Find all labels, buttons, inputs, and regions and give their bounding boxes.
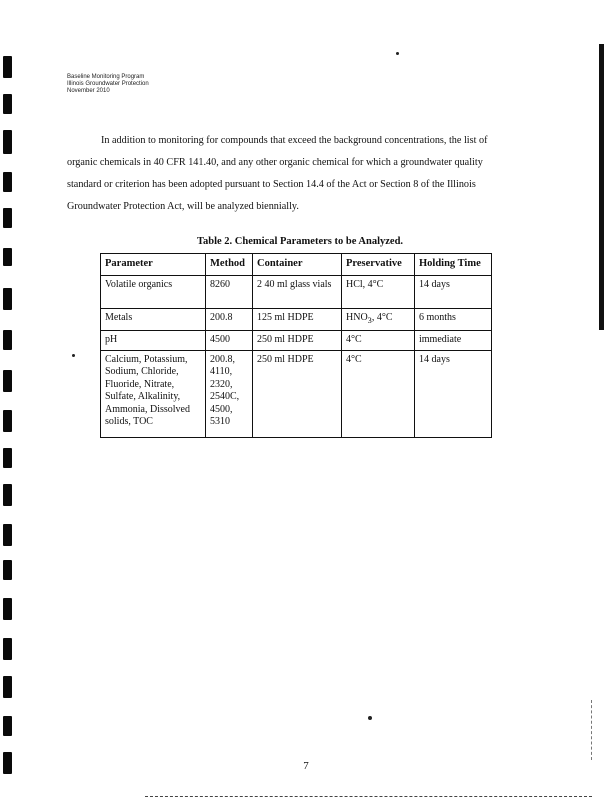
header-parameter: Parameter bbox=[101, 254, 206, 276]
binder-mark bbox=[3, 716, 12, 736]
preservative-subscript: 3 bbox=[367, 315, 372, 325]
footer-rule bbox=[145, 796, 592, 797]
cell-preservative: 4°C bbox=[342, 331, 415, 351]
header-line: Baseline Monitoring Program bbox=[67, 74, 145, 80]
preservative-main: HNO bbox=[346, 311, 368, 323]
cell-preservative bbox=[342, 308, 415, 331]
table-row bbox=[101, 308, 492, 331]
binder-mark bbox=[3, 410, 12, 432]
binder-mark bbox=[3, 248, 12, 266]
binder-mark bbox=[3, 598, 12, 620]
cell-parameter: Calcium, Potassium, Sodium, Chloride, Fluoride, Nitrate, Sulfate, Alkalinity, Ammonia, Dissolved solids, TOC bbox=[101, 350, 206, 437]
cell-container: 250 ml HDPE bbox=[253, 331, 342, 351]
binder-mark bbox=[3, 484, 12, 506]
scan-speck bbox=[72, 354, 75, 357]
cell-holding-time: 14 days bbox=[415, 275, 492, 308]
cell-container: 250 ml HDPE bbox=[253, 350, 342, 437]
cell-holding-time: 14 days bbox=[415, 350, 492, 437]
header-holding-time: Holding Time bbox=[415, 254, 492, 276]
cell-holding-time: immediate bbox=[415, 331, 492, 351]
cell-method: 200.8, 4110, 2320, 2540C, 4500, 5310 bbox=[206, 350, 253, 437]
scan-edge-mark bbox=[591, 700, 592, 760]
binder-mark bbox=[3, 676, 12, 698]
document-header bbox=[67, 74, 149, 95]
header-container: Container bbox=[253, 254, 342, 276]
table-header-row bbox=[101, 254, 492, 276]
page-number: 7 bbox=[303, 760, 309, 772]
binder-mark bbox=[3, 448, 12, 468]
binder-mark bbox=[3, 56, 12, 78]
cell-preservative: HCl, 4°C bbox=[342, 275, 415, 308]
table-row bbox=[101, 350, 492, 437]
binder-mark bbox=[3, 638, 12, 660]
binder-mark bbox=[3, 560, 12, 580]
scan-speck bbox=[396, 52, 399, 55]
cell-preservative: 4°C bbox=[342, 350, 415, 437]
binder-mark bbox=[3, 288, 12, 310]
header-method: Method bbox=[206, 254, 253, 276]
cell-parameter: pH bbox=[101, 331, 206, 351]
cell-container: 125 ml HDPE bbox=[253, 308, 342, 331]
cell-parameter: Volatile organics bbox=[101, 275, 206, 308]
cell-method: 8260 bbox=[206, 275, 253, 308]
table-caption: Table 2. Chemical Parameters to be Analyzed. bbox=[196, 236, 404, 247]
table-row bbox=[101, 331, 492, 351]
cell-holding-time: 6 months bbox=[415, 308, 492, 331]
binder-mark bbox=[3, 208, 12, 228]
cell-parameter: Metals bbox=[101, 308, 206, 331]
binder-mark bbox=[3, 370, 12, 392]
binder-mark bbox=[3, 94, 12, 114]
header-preservative: Preservative bbox=[342, 254, 415, 276]
binder-mark bbox=[3, 330, 12, 350]
scan-speck bbox=[368, 716, 372, 720]
binder-mark bbox=[3, 130, 12, 154]
cell-method: 200.8 bbox=[206, 308, 253, 331]
table-row bbox=[101, 275, 492, 308]
chemical-parameters-table bbox=[100, 253, 492, 438]
header-line: Illinois Groundwater Protection bbox=[67, 81, 149, 87]
cell-method: 4500 bbox=[206, 331, 253, 351]
cell-container: 2 40 ml glass vials bbox=[253, 275, 342, 308]
preservative-rest: , 4°C bbox=[371, 311, 393, 323]
right-edge-bar bbox=[599, 44, 604, 330]
header-line: November 2010 bbox=[67, 88, 110, 94]
body-paragraph: In addition to monitoring for compounds that exceed the background concentrations, the list of organic chemicals in 40 CFR 141.40, and any other organic chemical for which a groundwater quality standard or criterion has been adopted pursuant to Section 14.4 of the Act or Section 8 of the Illinois Groundwater Protection Act, will be analyzed biennially. bbox=[67, 135, 488, 213]
binder-mark bbox=[3, 172, 12, 192]
binder-mark bbox=[3, 524, 12, 546]
